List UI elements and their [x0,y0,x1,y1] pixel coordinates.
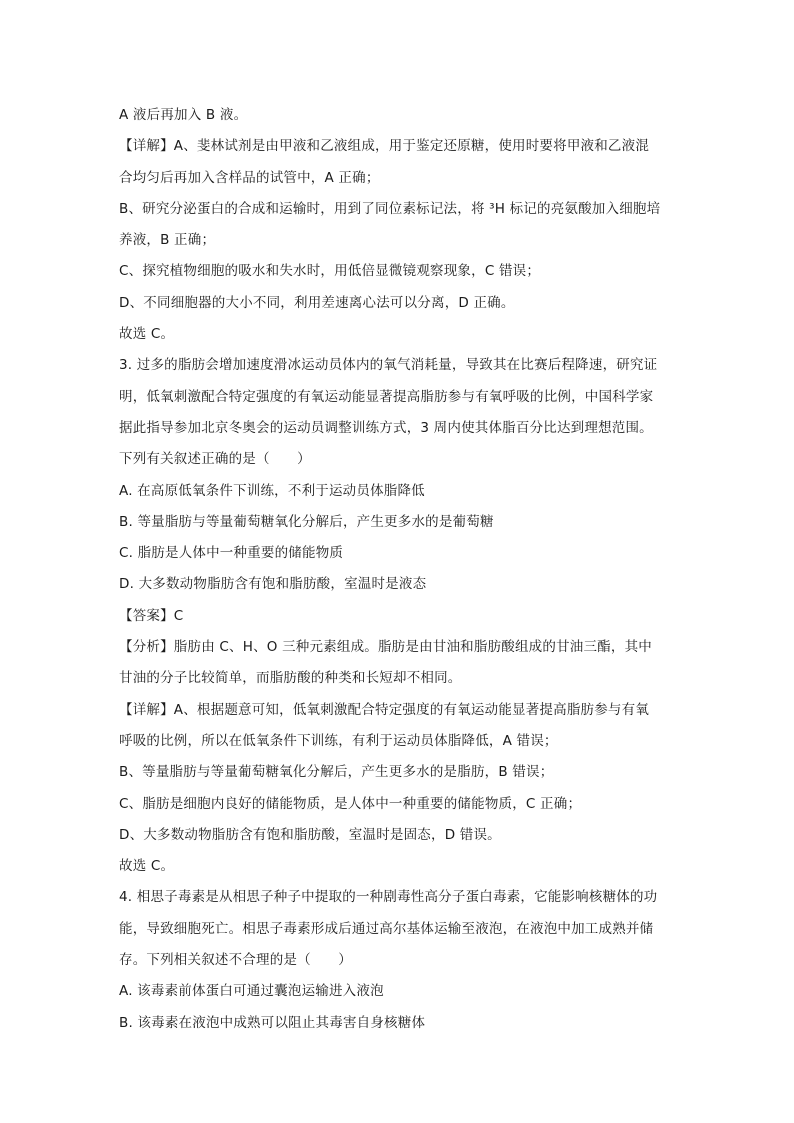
option-line: D. 大多数动物脂肪含有饱和脂肪酸，室温时是液态 [119,576,427,593]
text-line: 呼吸的比例，所以在低氧条件下训练，有利于运动员体脂降低，A 错误； [119,732,558,749]
question-stem-line: 4. 相思子毒素是从相思子种子中提取的一种剧毒性高分子蛋白毒素，它能影响核糖体的功 [119,889,658,906]
option-line: A. 该毒素前体蛋白可通过囊泡运输进入液泡 [119,983,384,1000]
answer-line: 【答案】C [119,607,184,624]
question-stem-line: 下列有关叙述正确的是（ ） [119,451,311,468]
text-line: D、大多数动物脂肪含有饱和脂肪酸，室温时是固态，D 错误。 [119,826,501,843]
question-stem-line: 存。下列相关叙述不合理的是（ ） [119,952,352,969]
option-line: A. 在高原低氧条件下训练，不利于运动员体脂降低 [119,482,425,499]
text-line: 合均匀后再加入含样品的试管中，A 正确； [119,169,380,186]
option-line: B. 等量脂肪与等量葡萄糖氧化分解后，产生更多水的是葡萄糖 [119,513,494,530]
text-line: A 液后再加入 B 液。 [119,107,248,123]
text-line: 故选 C。 [119,326,175,343]
question-stem-line: 据此指导参加北京冬奥会的运动员调整训练方式，3 周内使其体脂百分比达到理想范围。 [119,419,653,436]
text-line: 甘油的分子比较简单，而脂肪酸的种类和长短却不相同。 [119,670,462,687]
document-page [119,100,679,1039]
text-line: 【详解】A、斐林试剂是由甲液和乙液组成，用于鉴定还原糖，使用时要将甲液和乙液混 [119,138,650,155]
text-line: B、研究分泌蛋白的合成和运输时，用到了同位素标记法，将 ³H 标记的亮氨酸加入细胞培 [119,200,661,217]
question-stem-line: 明，低氧刺激配合特定强度的有氧运动能显著提高脂肪参与有氧呼吸的比例，中国科学家 [119,388,654,405]
text-line: 养液，B 正确； [119,232,216,249]
text-line: B、等量脂肪与等量葡萄糖氧化分解后，产生更多水的是脂肪，B 错误； [119,764,554,781]
text-line: 【分析】脂肪由 C、H、O 三种元素组成。脂肪是由甘油和脂肪酸组成的甘油三酯，其中 [119,639,652,656]
question-stem-line: 能，导致细胞死亡。相思子毒素形成后通过高尔基体运输至液泡，在液泡中加工成熟并储 [119,920,654,937]
question-stem-line: 3. 过多的脂肪会增加速度滑冰运动员体内的氧气消耗量，导致其在比赛后程降速，研究证 [119,357,658,374]
text-line: C、探究植物细胞的吸水和失水时，用低倍显微镜观察现象，C 错误； [119,263,541,280]
text-line: 【详解】A、根据题意可知，低氧刺激配合特定强度的有氧运动能显著提高脂肪参与有氧 [119,701,650,718]
option-line: C. 脂肪是人体中一种重要的储能物质 [119,545,344,562]
text-line: 故选 C。 [119,858,175,875]
text-line: D、不同细胞器的大小不同，利用差速离心法可以分离，D 正确。 [119,294,515,311]
text-line: C、脂肪是细胞内良好的储能物质，是人体中一种重要的储能物质，C 正确； [119,795,582,812]
option-line: B. 该毒素在液泡中成熟可以阻止其毒害自身核糖体 [119,1014,426,1031]
